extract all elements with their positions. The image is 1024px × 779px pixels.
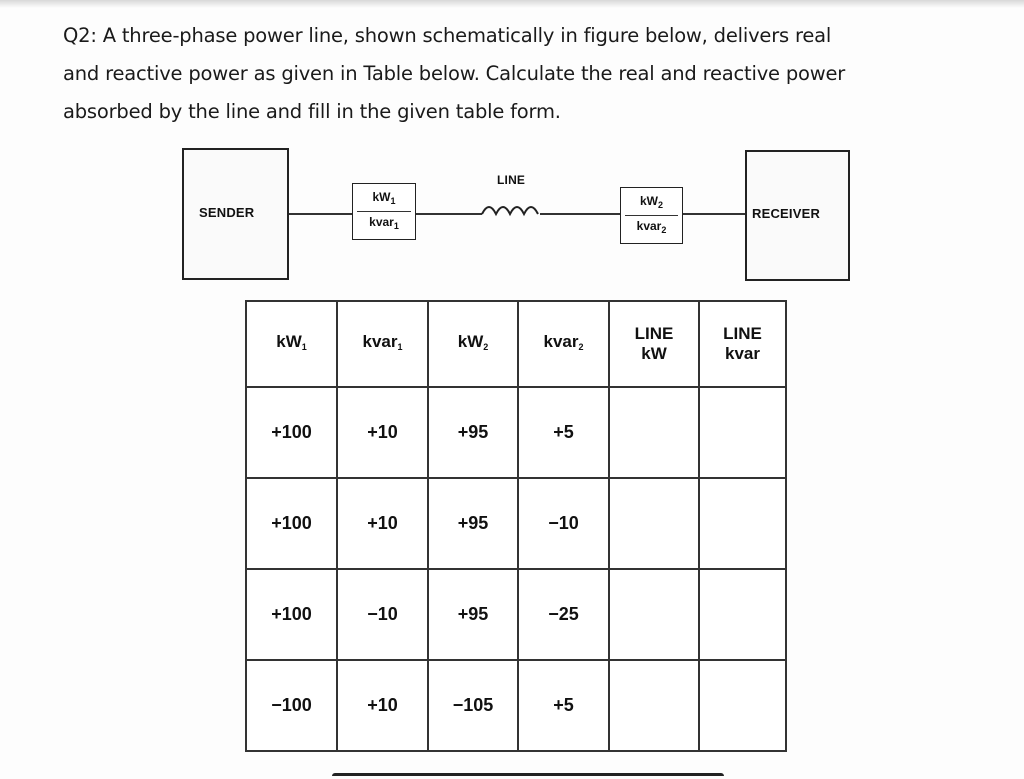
table-cell: −10 <box>337 569 428 660</box>
table-header-row <box>246 301 786 387</box>
table-cell: −25 <box>518 569 609 660</box>
answer-cell-line-kvar[interactable] <box>699 387 786 478</box>
power-table <box>245 300 787 752</box>
table-row <box>246 387 786 478</box>
meter-2 <box>620 187 683 244</box>
table-cell: +95 <box>428 478 518 569</box>
answer-cell-line-kw[interactable] <box>609 478 699 569</box>
header-kw1: $kW_1$ <box>246 301 337 387</box>
top-shadow <box>0 0 1024 8</box>
table-cell: +100 <box>246 478 337 569</box>
header-kvar1: kvar$_1$ <box>337 301 428 387</box>
table-cell: −10 <box>518 478 609 569</box>
wire-meter2-receiver <box>683 213 745 215</box>
table-row <box>246 660 786 751</box>
table-cell: −105 <box>428 660 518 751</box>
meter2-kvar: kvar$_2$ <box>636 219 667 235</box>
answer-cell-line-kvar[interactable] <box>699 660 786 751</box>
sender-label: SENDER <box>199 205 255 220</box>
wire-meter1-line <box>416 213 482 215</box>
bottom-edge-bar <box>332 773 724 779</box>
meter1-kvar: kvar$_1$ <box>369 215 399 231</box>
header-kw2: $kW_2$ <box>428 301 518 387</box>
table-cell: +95 <box>428 569 518 660</box>
table-cell: +100 <box>246 569 337 660</box>
wire-line-meter2 <box>540 213 620 215</box>
table-cell: +100 <box>246 387 337 478</box>
wire-sender-meter1 <box>289 213 352 215</box>
header-kvar2: kvar$_2$ <box>518 301 609 387</box>
answer-cell-line-kvar[interactable] <box>699 569 786 660</box>
answer-cell-line-kw[interactable] <box>609 569 699 660</box>
table-cell: +10 <box>337 387 428 478</box>
header-line-kvar: LINE kvar <box>699 301 786 387</box>
meter-1 <box>352 183 416 240</box>
table-cell: −100 <box>246 660 337 751</box>
answer-cell-line-kw[interactable] <box>609 660 699 751</box>
question-line-3: absorbed by the line and fill in the given table form. <box>63 100 561 123</box>
line-label: LINE <box>497 173 526 187</box>
table-row <box>246 569 786 660</box>
question-line-1: Q2: A three-phase power line, shown schematically in figure below, delivers real <box>63 24 832 47</box>
table-cell: +10 <box>337 660 428 751</box>
line-inductor-symbol <box>480 200 542 218</box>
answer-cell-line-kw[interactable] <box>609 387 699 478</box>
header-line-kw: LINE kW <box>609 301 699 387</box>
meter2-kw: $kW_2$ <box>639 194 663 210</box>
question-line-2: and reactive power as given in Table below. Calculate the real and reactive power <box>63 62 846 85</box>
question-text <box>63 17 983 131</box>
table-cell: +10 <box>337 478 428 569</box>
meter1-kw: $kW_1$ <box>372 190 396 206</box>
table-cell: +5 <box>518 387 609 478</box>
receiver-label: RECEIVER <box>752 206 821 221</box>
table-row <box>246 478 786 569</box>
table-cell: +5 <box>518 660 609 751</box>
answer-cell-line-kvar[interactable] <box>699 478 786 569</box>
table-cell: +95 <box>428 387 518 478</box>
